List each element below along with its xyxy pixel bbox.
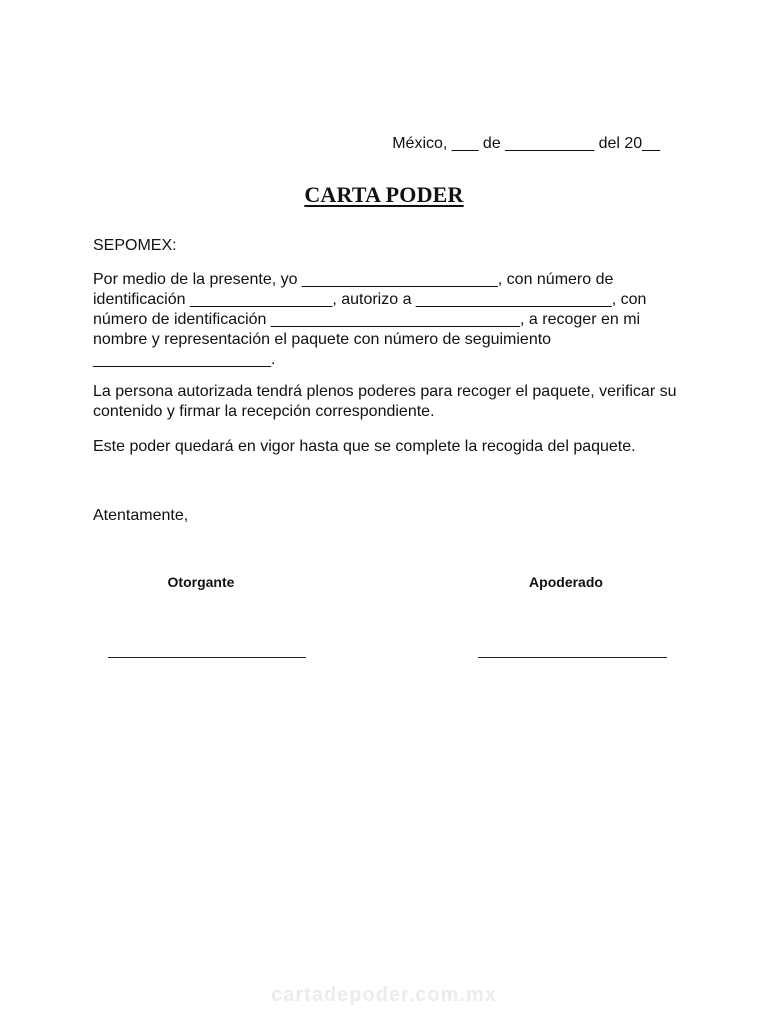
- signature-line-apoderado: [478, 657, 667, 658]
- signature-line-otorgante: [108, 657, 306, 658]
- date-line: México, ___ de __________ del 20__: [392, 135, 660, 152]
- paragraph-powers: La persona autorizada tendrá plenos poderes para recoger el paquete, verificar su contenido y firmar la recepción correspondiente.: [93, 383, 681, 420]
- document-title: CARTA PODER: [304, 182, 464, 207]
- closing: Atentamente,: [93, 507, 189, 524]
- recipient: SEPOMEX:: [93, 237, 177, 254]
- signature-label-otorgante: Otorgante: [167, 574, 235, 590]
- signature-label-apoderado: Apoderado: [529, 574, 603, 590]
- paragraph-authorization: Por medio de la presente, yo ______________________, con número de identificación ________________, autorizo a ______________________, con número de identificación ____________________________, a recoger en mi nombre y representación el paquete con número de seguimiento ____________________.: [93, 271, 651, 368]
- watermark: cartadepoder.com.mx: [271, 984, 497, 1006]
- paragraph-validity: Este poder quedará en vigor hasta que se complete la recogida del paquete.: [93, 438, 636, 455]
